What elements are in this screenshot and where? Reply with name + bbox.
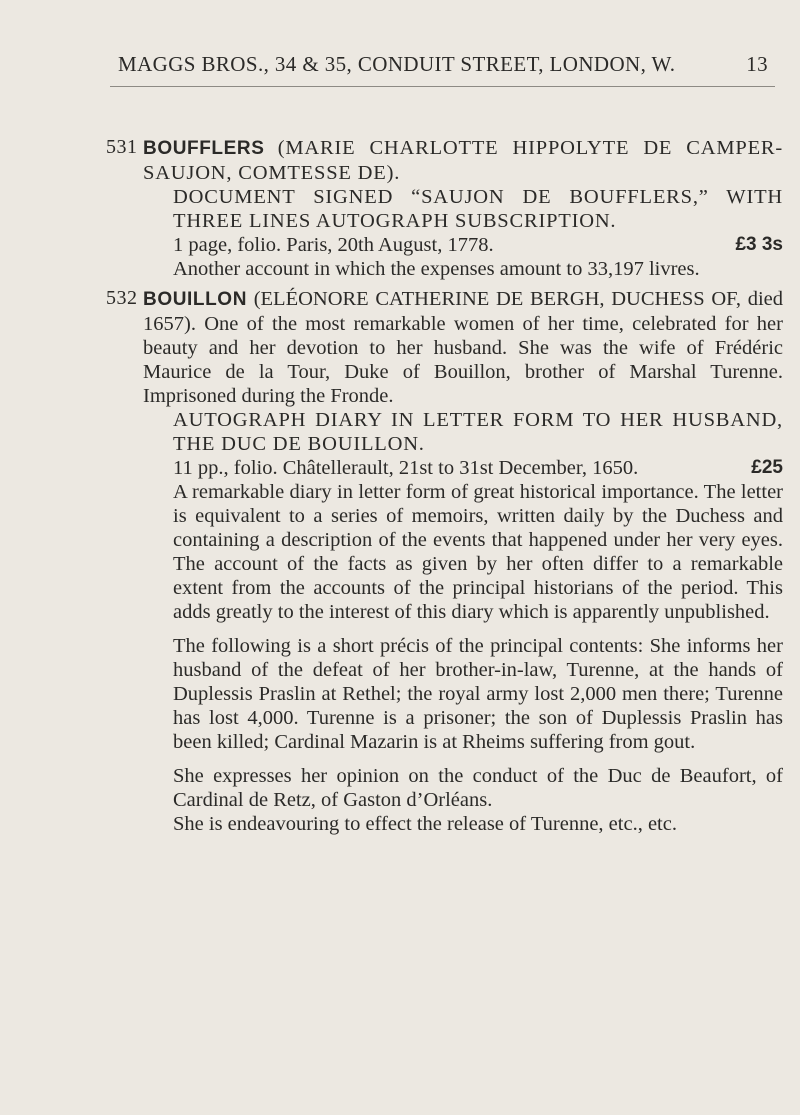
item-price: £3 3s [735,234,783,255]
item-details-line [143,456,783,480]
lot-number: 532 [106,287,138,309]
entry-heading [143,287,783,408]
header-rule [110,86,775,87]
description-paragraph: She is endeavouring to effect the release of Turenne, etc., etc. [173,813,677,835]
subject-name: BOUFFLERS [143,138,265,159]
page-number: 13 [746,52,768,76]
item-details-line [143,233,783,257]
lot-number: 531 [106,136,138,158]
description-paragraph: Another account in which the expenses amount to 33,197 livres. [173,258,700,280]
item-price: £25 [751,457,783,478]
subject-description: (ELÉONORE CATHERINE DE BERGH, DUCHESS OF, died 1657). One of the most remarkable women of her time, celebrated for her beauty and her devotion to her husband. She was the wife of Frédéric Maurice de la Tour, Duke of Bouillon, brother of Marshal Turenne. Imprisoned during the Fronde. [143,288,783,407]
entry-heading [143,136,783,185]
item-details: 11 pp., folio. Châtellerault, 21st to 31st December, 1650. [173,457,639,479]
subject-name: BOUILLON [143,289,248,310]
item-details: 1 page, folio. Paris, 20th August, 1778. [173,234,494,256]
running-header [118,52,768,77]
description-paragraph: She expresses her opinion on the conduct of the Duc de Beaufort, of Cardinal de Retz, of Gaston d’Orléans. [173,765,783,811]
entry-body [143,287,783,836]
description-paragraph: The following is a short précis of the principal contents: She informs her husband of the defeat of her brother-in-law, Turenne, at the hands of Duplessis Praslin at Rethel; the royal army lost 2,000 men there; Turenne has lost 4,000. Turenne is a prisoner; the son of Duplessis Praslin has been killed; Cardinal Mazarin is at Rheims suffering from gout. [173,635,783,753]
entry-body [143,136,783,281]
subject-description: (MARIE CHARLOTTE HIPPOLYTE DE CAMPER-SAUJON, COMTESSE DE). [143,137,784,184]
header-title: MAGGS BROS., 34 & 35, CONDUIT STREET, LONDON, W. [118,52,676,76]
item-title: DOCUMENT SIGNED “SAUJON DE BOUFFLERS,” WITH THREE LINES AUTOGRAPH SUBSCRIPTION. [173,186,783,232]
description-paragraph: A remarkable diary in letter form of great historical importance. The letter is equivalent to a series of memoirs, written daily by the Duchess and containing a description of the events that happened under her very eyes. The account of the facts as given by her often differ to a remarkable extent from the accounts of the principal historians of the period. This adds greatly to the interest of this diary which is apparently unpublished. [173,481,783,623]
item-title: AUTOGRAPH DIARY IN LETTER FORM TO HER HUSBAND, THE DUC DE BOUILLON. [173,409,783,455]
